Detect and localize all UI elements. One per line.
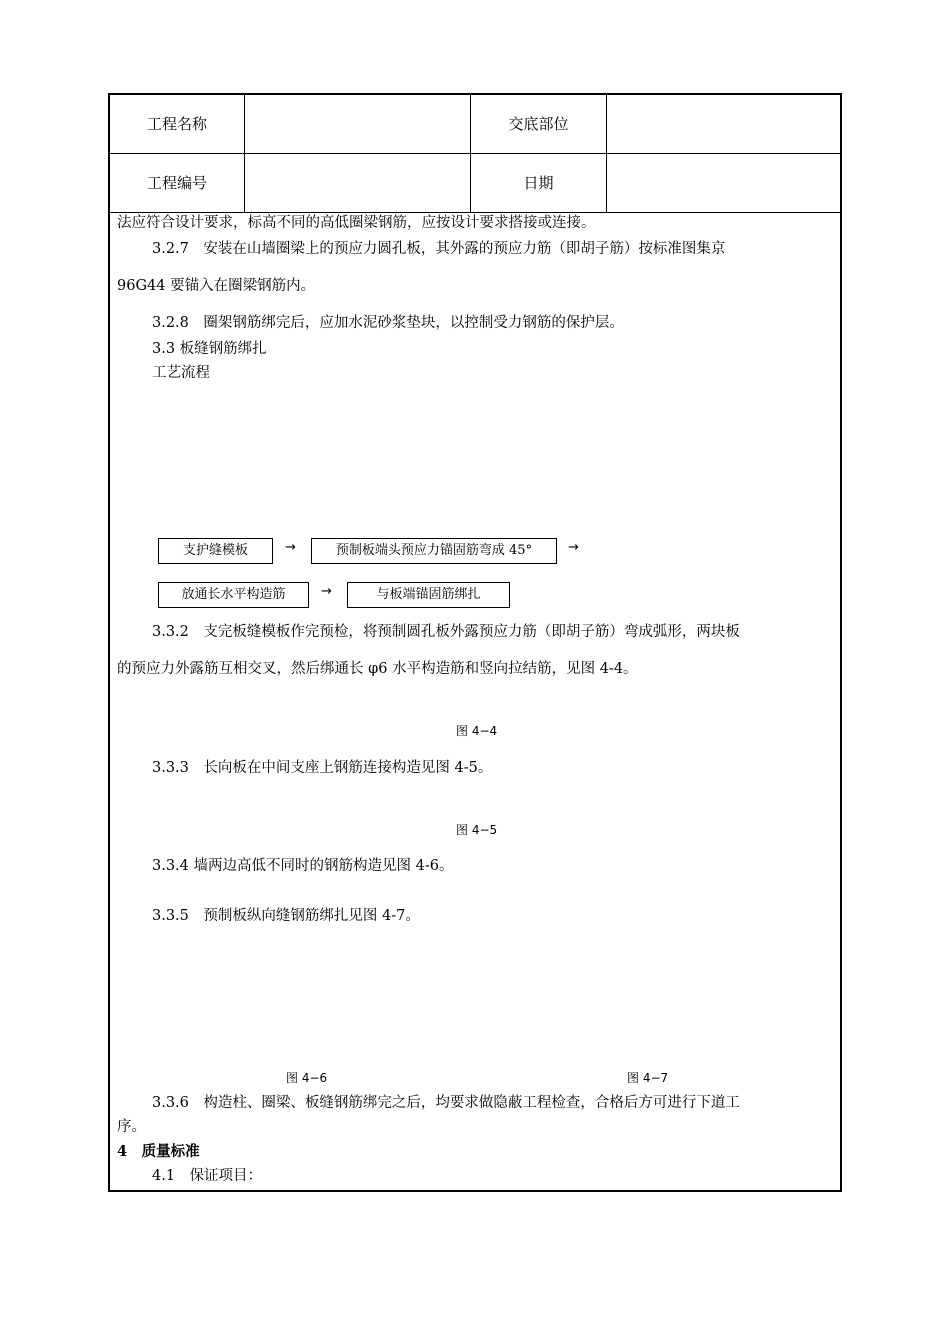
paragraph-3-3-3: 3.3.3 长向板在中间支座上钢筋连接构造见图 4-5。 (152, 760, 493, 776)
project-no-label: 工程编号 (146, 174, 207, 192)
header-col-divider-2 (470, 94, 471, 212)
flow-step-3: 放通长水平构造筋 (158, 582, 309, 608)
paragraph-3-2-7-line1: 3.2.7 安装在山墙圈梁上的预应力圆孔板，其外露的预应力筋（即胡子筋）按标准图集京 (152, 241, 726, 257)
section-4-heading: 4 质量标准 (117, 1143, 200, 1160)
flow-arrow-1: → (285, 540, 296, 555)
section-4-1-heading: 4.1 保证项目： (152, 1168, 263, 1184)
figure-4-4-caption: 图 4−4 (456, 724, 498, 738)
flow-arrow-2: → (568, 540, 579, 555)
flow-step-4: 与板端锚固筋绑扎 (347, 582, 510, 608)
header-row-divider (109, 153, 841, 154)
flow-title: 工艺流程 (152, 365, 210, 381)
paragraph-3-3-2-line2: 的预应力外露筋互相交叉，然后绑通长 φ6 水平构造筋和竖向拉结筋，见图 4-4。 (117, 661, 638, 677)
project-name-label: 工程名称 (146, 115, 207, 133)
header-col-divider-1 (244, 94, 245, 212)
paragraph-3-2-8: 3.2.8 圈架钢筋绑完后，应加水泥砂浆垫块，以控制受力钢筋的保护层。 (152, 315, 624, 331)
flow-arrow-3: → (321, 584, 332, 599)
figure-4-5-caption: 图 4−5 (456, 823, 498, 837)
paragraph-3-3-2-line1: 3.3.2 支完板缝模板作完预检，将预制圆孔板外露预应力筋（即胡子筋）弯成弧形，两块板 (152, 624, 740, 640)
flow-step-1: 支护缝模板 (158, 538, 273, 564)
paragraph-3-3-6-line1: 3.3.6 构造柱、圈梁、板缝钢筋绑完之后，均要求做隐蔽工程检查，合格后方可进行下道工 (152, 1095, 740, 1111)
paragraph-3-3-6-line2: 序。 (117, 1119, 146, 1135)
paragraph-3-3-5: 3.3.5 预制板纵向缝钢筋绑扎见图 4-7。 (152, 908, 420, 924)
flow-step-2: 预制板端头预应力锚固筋弯成 45° (311, 538, 557, 564)
date-label: 日期 (523, 174, 554, 192)
paragraph-continuation: 法应符合设计要求，标高不同的高低圈梁钢筋，应按设计要求搭接或连接。 (117, 215, 596, 231)
paragraph-3-3-4: 3.3.4 墙两边高低不同时的钢筋构造见图 4-6。 (152, 858, 454, 874)
location-label: 交底部位 (508, 115, 569, 133)
figure-4-6-caption: 图 4−6 (286, 1071, 328, 1085)
section-3-3-heading: 3.3 板缝钢筋绑扎 (152, 341, 267, 357)
paragraph-3-2-7-line2: 96G44 要锚入在圈梁钢筋内。 (117, 278, 316, 294)
figure-4-7-caption: 图 4−7 (627, 1071, 669, 1085)
header-col-divider-3 (606, 94, 607, 212)
